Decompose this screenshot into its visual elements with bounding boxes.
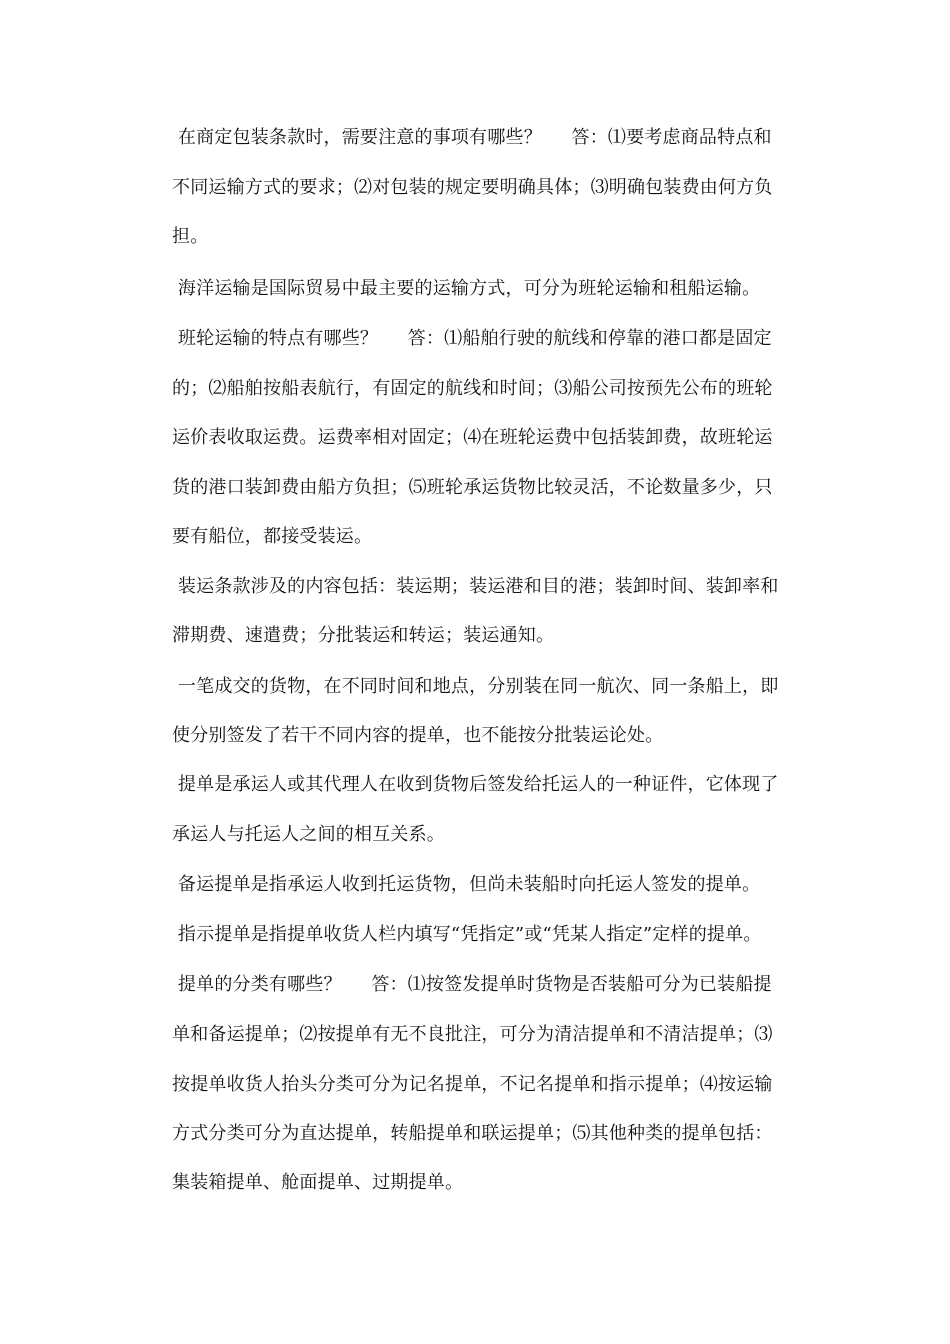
text-line: 提单是承运人或其代理人在收到货物后签发给托运人的一种证件，它体现了 xyxy=(172,774,779,795)
text-line: 一笔成交的货物，在不同时间和地点，分别装在同一航次、同一条船上，即 xyxy=(172,676,779,697)
text-line: 的；⑵船舶按船表航行，有固定的航线和时间；⑶船公司按预先公布的班轮 xyxy=(172,378,773,399)
text-line: 按提单收货人抬头分类可分为记名提单，不记名提单和指示提单；⑷按运输 xyxy=(172,1074,773,1095)
text-line: 装运条款涉及的内容包括：装运期；装运港和目的港；装卸时间、装卸率和 xyxy=(172,576,779,597)
text-line: 货的港口装卸费由船方负担；⑸班轮承运货物比较灵活，不论数量多少，只 xyxy=(172,477,773,498)
text-line: 使分别签发了若干不同内容的提单，也不能按分批装运论处。 xyxy=(172,725,664,746)
text-line: 运价表收取运费。运费率相对固定；⑷在班轮运费中包括装卸费，故班轮运 xyxy=(172,427,773,448)
text-line: 集装箱提单、舱面提单、过期提单。 xyxy=(172,1172,464,1193)
text-line: 承运人与托运人之间的相互关系。 xyxy=(172,824,445,845)
text-line: 不同运输方式的要求；⑵对包装的规定要明确具体；⑶明确包装费由何方负 xyxy=(172,177,773,198)
text-line: 班轮运输的特点有哪些？ 答：⑴船舶行驶的航线和停靠的港口都是固定 xyxy=(172,328,772,349)
text-line: 方式分类可分为直达提单，转船提单和联运提单；⑸其他种类的提单包括： xyxy=(172,1123,773,1144)
text-line: 海洋运输是国际贸易中最主要的运输方式，可分为班轮运输和租船运输。 xyxy=(172,278,761,299)
text-line: 滞期费、速遣费；分批装运和转运；装运通知。 xyxy=(172,625,555,646)
text-line: 在商定包装条款时，需要注意的事项有哪些？ 答：⑴要考虑商品特点和 xyxy=(172,127,772,148)
text-line: 单和备运提单；⑵按提单有无不良批注，可分为清洁提单和不清洁提单；⑶ xyxy=(172,1024,773,1045)
text-line: 备运提单是指承运人收到托运货物，但尚未装船时向托运人签发的提单。 xyxy=(172,874,761,895)
text-line: 提单的分类有哪些？ 答：⑴按签发提单时货物是否装船可分为已装船提 xyxy=(172,974,772,995)
text-line: 要有船位，都接受装运。 xyxy=(172,526,373,547)
text-line: 指示提单是指提单收货人栏内填写“凭指定”或“凭某人指定”定样的提单。 xyxy=(172,924,762,945)
text-line: 担。 xyxy=(172,226,209,247)
